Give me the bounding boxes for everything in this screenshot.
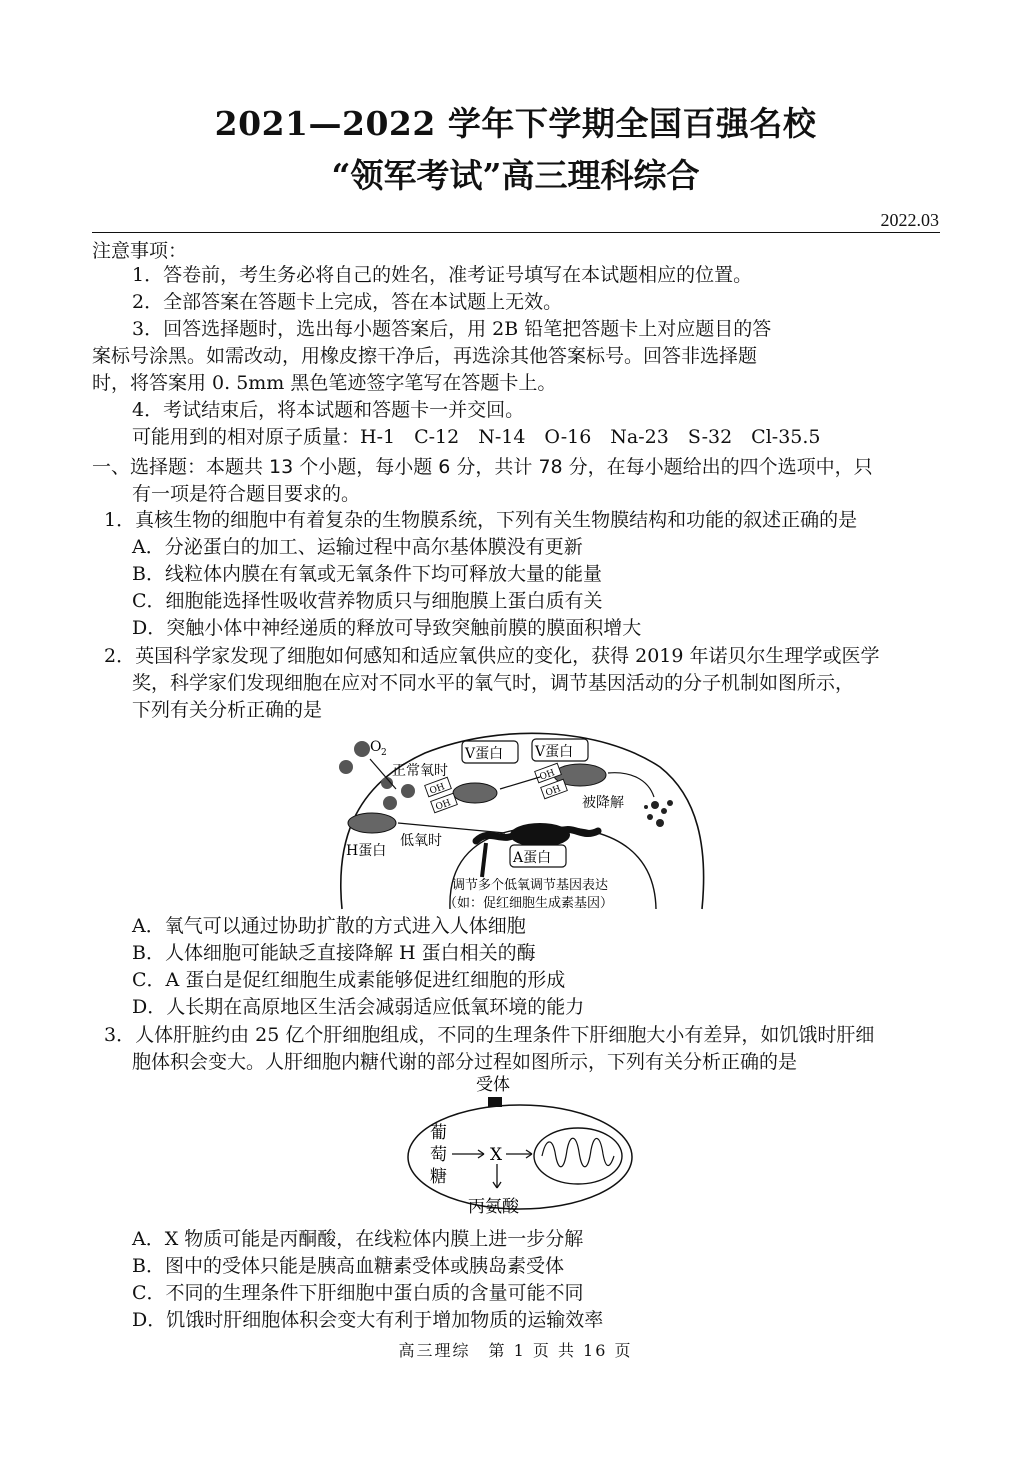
q2-stem-line1: 2．英国科学家发现了细胞如何感知和适应氧供应的变化，获得 2019 年诺贝尔生理学或医学 (104, 645, 880, 667)
degraded-fragments (644, 800, 673, 827)
q3-option-d: D．饥饿时肝细胞体积会变大有利于增加物质的运输效率 (132, 1309, 604, 1331)
q3-stem-line1: 3．人体肝脏约由 25 亿个肝细胞组成，不同的生理条件下肝细胞大小有差异，如饥饿时肝细 (104, 1024, 875, 1046)
q3-option-a: A．X 物质可能是丙酮酸，在线粒体内膜上进一步分解 (132, 1228, 584, 1250)
oxygen-sensing-diagram (330, 727, 710, 913)
h-protein-label: H蛋白 (346, 843, 387, 859)
binding-arrow (500, 777, 540, 789)
normal-oxygen-label: 正常氧时 (392, 763, 448, 779)
o2-label: O (370, 739, 382, 755)
oh-label: OH (544, 784, 563, 799)
a-protein-complex (510, 823, 570, 847)
x-label: X (490, 1145, 503, 1165)
header-divider (92, 232, 940, 233)
a-protein-label: A蛋白 (513, 850, 552, 866)
oxygen-molecule (401, 784, 415, 798)
glucose-char-3: 糖 (430, 1167, 447, 1187)
degraded-label: 被降解 (582, 795, 624, 811)
oh-label: OH (538, 768, 557, 783)
liver-cell-diagram (400, 1072, 640, 1222)
notice-heading: 注意事项： (92, 240, 188, 262)
mitochondrion-cristae (542, 1138, 614, 1167)
q1-option-d: D．突触小体中神经递质的释放可导致突触前膜的膜面积增大 (132, 617, 642, 639)
atomic-masses: 可能用到的相对原子质量：H-1 C-12 N-14 O-16 Na-23 S-32 Cl-35.5 (132, 426, 821, 448)
receptor-label: 受体 (476, 1075, 510, 1095)
q2-option-d: D．人长期在高原地区生活会减弱适应低氧环境的能力 (132, 996, 585, 1018)
receptor-mark (488, 1097, 502, 1107)
oxygen-molecule (339, 760, 353, 774)
q2-option-a: A．氧气可以通过协助扩散的方式进入人体细胞 (132, 915, 526, 937)
exam-date: 2022.03 (880, 210, 939, 230)
q2-option-b: B．人体细胞可能缺乏直接降解 H 蛋白相关的酶 (132, 942, 536, 964)
q2-option-c: C．A 蛋白是促红细胞生成素能够促进红细胞的形成 (132, 969, 566, 991)
glucose-char-2: 萄 (430, 1145, 447, 1165)
exam-title-line2: “领军考试”高三理科综合 (331, 156, 700, 195)
low-oxygen-arrow (398, 823, 505, 833)
mitochondrion (534, 1128, 622, 1184)
caption-line2: （如：促红细胞生成素基因） (444, 896, 614, 911)
dna-strand (482, 843, 486, 877)
v-protein-label-2: V蛋白 (535, 744, 574, 760)
h-protein (348, 813, 396, 833)
q3-stem-line2: 胞体积会变大。人肝细胞内糖代谢的部分过程如图所示，下列有关分析正确的是 (132, 1051, 798, 1073)
notice-item-2: 2．全部答案在答题卡上完成，答在本试题上无效。 (132, 291, 563, 313)
section1-heading-line1: 一、选择题：本题共 13 个小题，每小题 6 分，共计 78 分，在每小题给出的四个选项中，只 (92, 456, 873, 478)
q1-option-a: A．分泌蛋白的加工、运输过程中高尔基体膜没有更新 (132, 536, 583, 558)
q1-option-c: C．细胞能选择性吸收营养物质只与细胞膜上蛋白质有关 (132, 590, 603, 612)
oh-label: OH (428, 782, 447, 797)
q2-stem-line3: 下列有关分析正确的是 (132, 699, 323, 721)
q1-stem: 1．真核生物的细胞中有着复杂的生物膜系统，下列有关生物膜结构和功能的叙述正确的是 (104, 509, 858, 531)
caption-line1: 调节多个低氧调节基因表达 (452, 878, 609, 893)
oxygen-molecule (383, 796, 397, 810)
section1-heading-line2: 有一项是符合题目要求的。 (132, 483, 361, 505)
h-protein-hydroxylated (453, 783, 497, 803)
v-protein-label-1: V蛋白 (465, 746, 504, 762)
notice-item-1: 1．答卷前，考生务必将自己的姓名，准考证号填写在本试题相应的位置。 (132, 264, 753, 286)
glucose-char-1: 葡 (430, 1123, 447, 1143)
oh-label: OH (434, 798, 453, 813)
notice-item-3-line2: 案标号涂黑。如需改动，用橡皮擦干净后，再选涂其他答案标号。回答非选择题 (92, 345, 758, 367)
degradation-arrow (608, 773, 654, 797)
notice-item-4: 4．考试结束后，将本试题和答题卡一并交回。 (132, 399, 525, 421)
o2-subscript: 2 (381, 748, 387, 758)
oxygen-molecule (354, 741, 370, 757)
notice-item-3-line3: 时，将答案用 0. 5mm 黑色笔迹签字笔写在答题卡上。 (92, 372, 557, 394)
exam-title-line1: 2021—2022 学年下学期全国百强名校 (214, 104, 817, 143)
q3-option-b: B．图中的受体只能是胰高血糖素受体或胰岛素受体 (132, 1255, 564, 1277)
q1-option-b: B．线粒体内膜在有氧或无氧条件下均可释放大量的能量 (132, 563, 602, 585)
page-footer: 高三理综 第 1 页 共 16 页 (398, 1341, 633, 1360)
notice-item-3-line1: 3．回答选择题时，选出每小题答案后，用 2B 铅笔把答题卡上对应题目的答 (132, 318, 772, 340)
q3-option-c: C．不同的生理条件下肝细胞中蛋白质的含量可能不同 (132, 1282, 584, 1304)
low-oxygen-label: 低氧时 (400, 833, 442, 849)
alanine-label: 丙氨酸 (468, 1197, 519, 1217)
q2-stem-line2: 奖，科学家们发现细胞在应对不同水平的氧气时，调节基因活动的分子机制如图所示， (132, 672, 855, 694)
